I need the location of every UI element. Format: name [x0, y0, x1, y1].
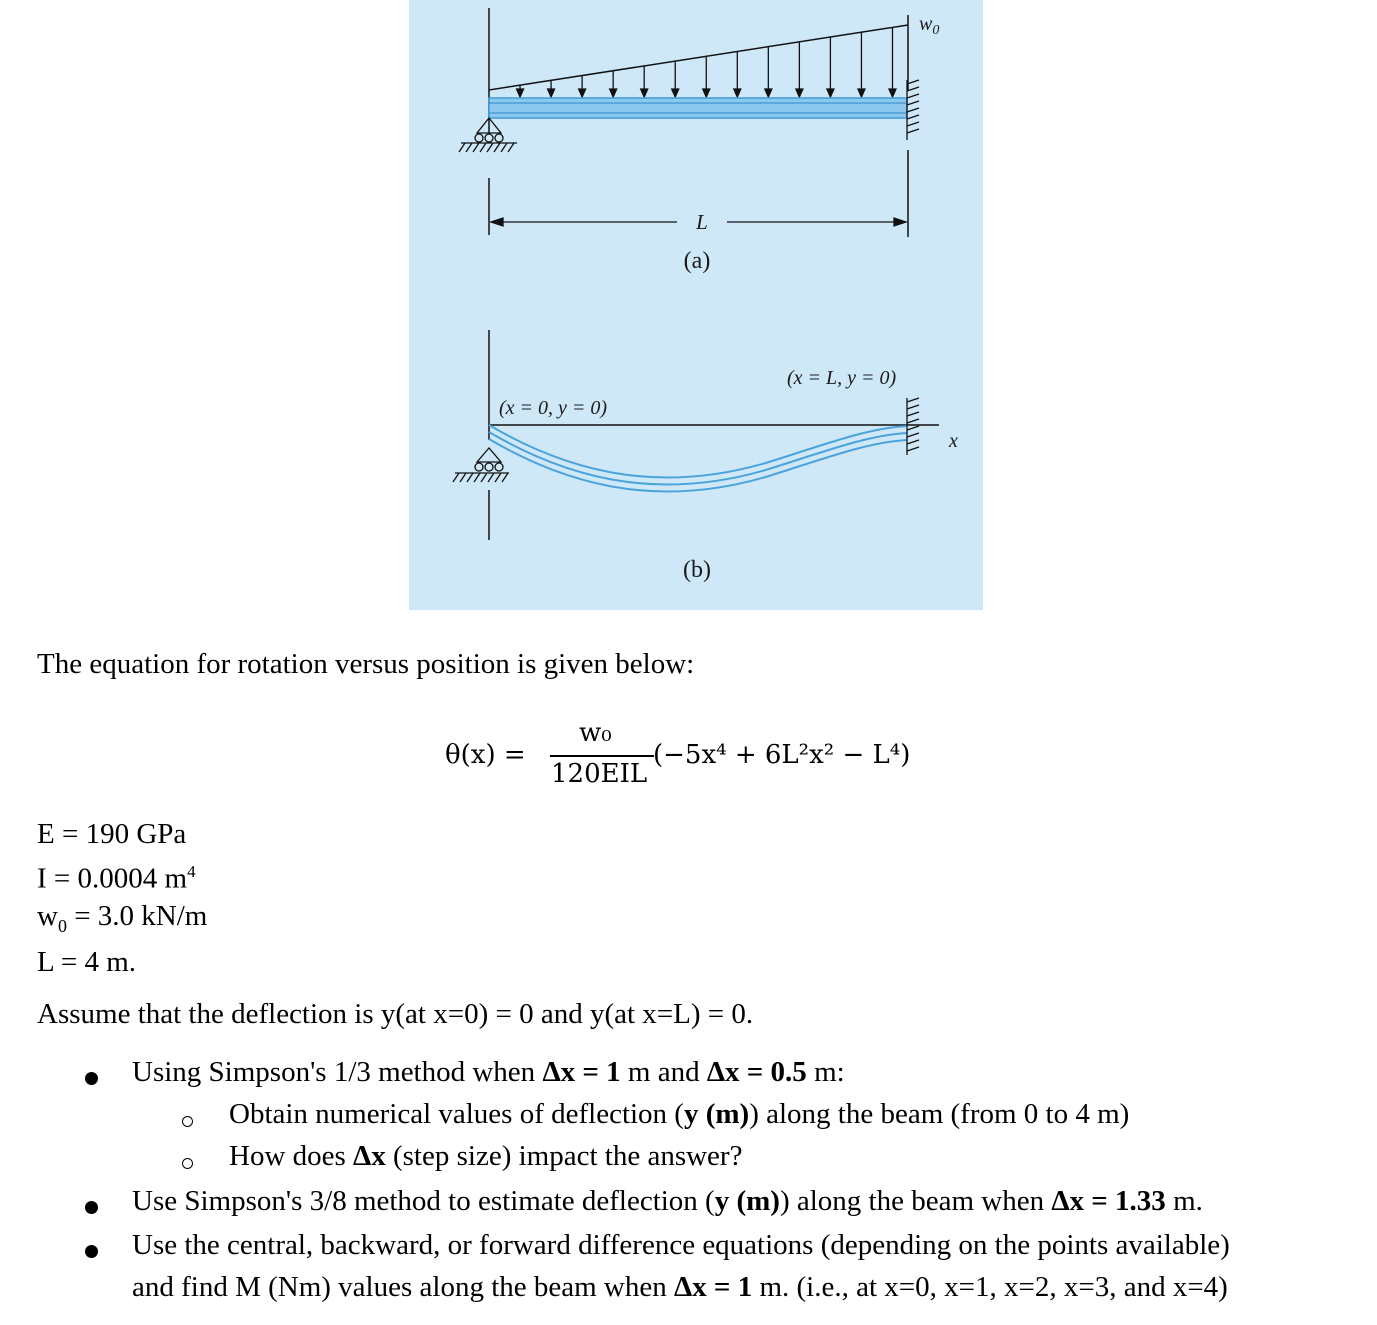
x-axis-label: x [949, 430, 958, 452]
param-E: E = 190 GPa [37, 818, 187, 850]
bc-right-label: (x = L, y = 0) [787, 367, 897, 389]
beam-figure [409, 0, 983, 610]
load-arrowhead [734, 89, 741, 97]
sub-bullet-deflection: Obtain numerical values of deflection (y (m)) along the beam (from 0 to 4 m) [229, 1098, 1130, 1130]
param-I: I = 0.0004 $m^4$ [37, 862, 196, 895]
load-arrowhead [548, 89, 555, 97]
bullet-difference-line1: Use the central, backward, or forward difference equations (depending on the points available) [132, 1229, 1230, 1261]
bullet-dot [85, 1245, 98, 1258]
span-label: L [696, 210, 708, 234]
fraction-bar [550, 755, 654, 757]
param-w0: $w_0 = 3.0$ kN/m [37, 899, 208, 936]
beam-diagram [409, 0, 983, 610]
caption-b: (b) [683, 557, 711, 583]
fixed-support-a [907, 80, 919, 140]
bullet-dot [85, 1201, 98, 1214]
bullet-dot [85, 1072, 98, 1085]
beam [489, 98, 907, 118]
load-arrowhead [672, 89, 679, 97]
assumption-text: Assume that the deflection is y(at x=0) = 0 and y(at x=L) = 0. [37, 998, 754, 1030]
load-arrowhead [889, 89, 896, 97]
bullet-difference-line2: and find M (Nm) values along the beam when Δx = 1 m. (i.e., at x=0, x=1, x=2, x=3, and x=4) [132, 1271, 1228, 1303]
load-arrowhead [579, 89, 586, 97]
equation-numerator: w₀ [579, 718, 612, 748]
load-arrowhead [641, 89, 648, 97]
load-arrowhead [765, 89, 772, 97]
rotation-equation [445, 718, 965, 798]
load-arrowhead [858, 89, 865, 97]
bc-left-label: (x = 0, y = 0) [499, 397, 608, 419]
equation-denominator: 120EIL [551, 759, 648, 789]
load-arrowhead [610, 89, 617, 97]
roller-support-b [453, 448, 509, 482]
load-arrowhead [827, 89, 834, 97]
bullet-simpson-13: Using Simpson's 1/3 method when Δx = 1 m and Δx = 0.5 m: [132, 1056, 845, 1088]
load-label: $w_0$ [919, 13, 940, 38]
equation-lhs: θ(x) = [445, 740, 526, 770]
load-arrowhead [796, 89, 803, 97]
sub-bullet-stepsize: How does Δx (step size) impact the answer? [229, 1140, 743, 1172]
parameter-list [37, 816, 207, 981]
sub-bullet-ring [182, 1116, 193, 1127]
fixed-support-b [907, 398, 919, 455]
deflected-beam [489, 425, 907, 492]
caption-a: (a) [683, 248, 711, 274]
distributed-load-arrows [517, 27, 896, 97]
equation-intro: The equation for rotation versus position is given below: [37, 648, 695, 680]
load-arrowhead [703, 89, 710, 97]
roller-support-a [459, 118, 517, 152]
bullet-simpson-38: Use Simpson's 3/8 method to estimate deflection (y (m)) along the beam when Δx = 1.33 m. [132, 1185, 1203, 1217]
equation-rhs: (−5x⁴ + 6L²x² − L⁴) [653, 740, 911, 770]
load-arrowhead [517, 89, 524, 97]
sub-bullet-ring [182, 1158, 193, 1169]
param-L: L = 4 m. [37, 946, 137, 979]
